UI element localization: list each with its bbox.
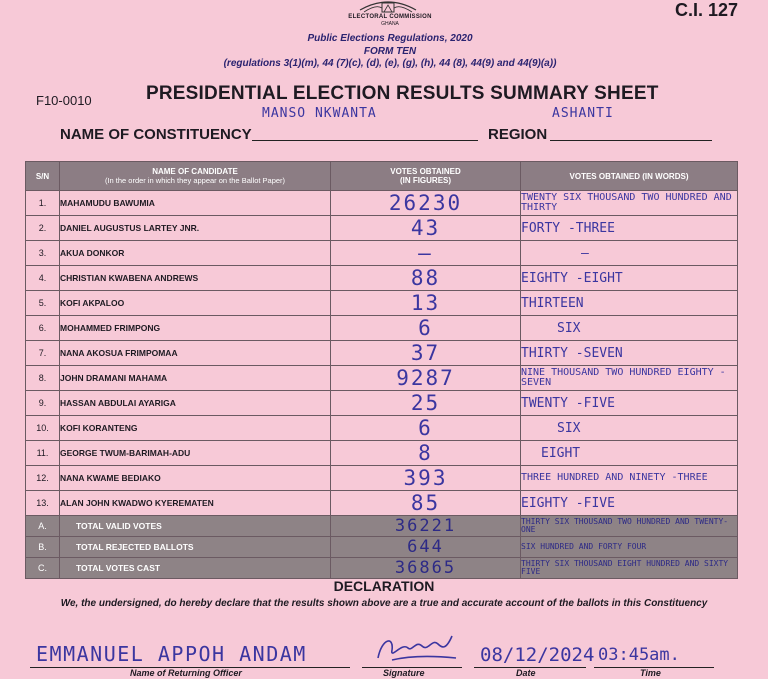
summary-row-rejected <box>26 537 738 558</box>
votes-words[interactable]: SIX <box>521 316 738 341</box>
row-sn: 2. <box>26 216 60 241</box>
votes-figures[interactable]: 644 <box>331 537 521 558</box>
table-row <box>26 366 738 391</box>
candidate-name: KOFI KORANTENG <box>60 416 331 441</box>
date-caption: Date <box>516 668 536 678</box>
candidate-name: HASSAN ABDULAI AYARIGA <box>60 391 331 416</box>
form-reference: C.I. 127 <box>674 0 738 20</box>
candidate-name: NANA KWAME BEDIAKO <box>60 466 331 491</box>
date-value[interactable]: 08/12/2024 <box>480 644 595 666</box>
header-sn: S/N <box>26 162 60 191</box>
row-sn: 8. <box>26 366 60 391</box>
votes-words[interactable]: EIGHTY -FIVE <box>521 491 738 516</box>
declaration-title: DECLARATION <box>333 578 435 594</box>
officer-caption: Name of Returning Officer <box>130 668 242 678</box>
votes-figures[interactable]: 88 <box>331 266 521 291</box>
constituency-value[interactable]: MANSO NKWANTA <box>262 106 377 121</box>
regulations-title: Public Elections Regulations, 2020 <box>307 33 473 44</box>
row-sn: 1. <box>26 191 60 216</box>
summary-label: TOTAL VALID VOTES <box>60 516 331 537</box>
constituency-label: NAME OF CONSTITUENCY <box>60 126 252 143</box>
votes-figures[interactable]: 13 <box>331 291 521 316</box>
votes-figures[interactable]: 9287 <box>331 366 521 391</box>
votes-words[interactable]: THIRTY SIX THOUSAND TWO HUNDRED AND TWENTY-ONE <box>521 516 738 537</box>
time-value[interactable]: 03:45am. <box>598 645 680 665</box>
votes-words[interactable]: TWENTY -FIVE <box>521 391 738 416</box>
constituency-line <box>252 140 478 141</box>
votes-figures[interactable]: 6 <box>331 316 521 341</box>
votes-figures[interactable]: 36865 <box>331 558 521 579</box>
results-table <box>25 161 738 579</box>
table-row <box>26 416 738 441</box>
votes-words[interactable]: EIGHT <box>521 441 738 466</box>
summary-row-valid <box>26 516 738 537</box>
row-sn: 13. <box>26 491 60 516</box>
votes-figures[interactable]: — <box>331 241 521 266</box>
commission-name: ELECTORAL COMMISSION <box>348 14 432 20</box>
country-name: GHANA <box>381 21 399 27</box>
table-row <box>26 216 738 241</box>
votes-words[interactable]: SIX HUNDRED AND FORTY FOUR <box>521 537 738 558</box>
header-figures <box>331 162 521 191</box>
candidate-name: MAHAMUDU BAWUMIA <box>60 191 331 216</box>
candidate-name: MOHAMMED FRIMPONG <box>60 316 331 341</box>
table-header-row <box>26 162 738 191</box>
candidate-name: AKUA DONKOR <box>60 241 331 266</box>
votes-figures[interactable]: 36221 <box>331 516 521 537</box>
votes-figures[interactable]: 6 <box>331 416 521 441</box>
votes-figures[interactable]: 8 <box>331 441 521 466</box>
table-row <box>26 291 738 316</box>
header-figures-label: VOTES OBTAINED <box>390 167 461 176</box>
votes-words[interactable]: — <box>521 241 738 266</box>
candidate-name: ALAN JOHN KWADWO KYEREMATEN <box>60 491 331 516</box>
row-sn: 6. <box>26 316 60 341</box>
row-sn: 4. <box>26 266 60 291</box>
regulations-block <box>150 33 630 71</box>
table-row <box>26 466 738 491</box>
summary-label: TOTAL REJECTED BALLOTS <box>60 537 331 558</box>
candidate-name: GEORGE TWUM-BARIMAH-ADU <box>60 441 331 466</box>
row-sn: 3. <box>26 241 60 266</box>
row-sn: 10. <box>26 416 60 441</box>
header-candidate-sub: (In the order in which they appear on the Ballot Paper) <box>104 176 286 185</box>
form-code: F10-0010 <box>36 93 92 108</box>
sheet-title: PRESIDENTIAL ELECTION RESULTS SUMMARY SHEET <box>146 83 659 104</box>
table-row <box>26 266 738 291</box>
region-label: REGION <box>488 126 548 143</box>
form-name: FORM TEN <box>363 45 417 57</box>
candidate-name: KOFI AKPALOO <box>60 291 331 316</box>
table-row <box>26 391 738 416</box>
table-row <box>26 316 738 341</box>
signature-image <box>372 630 464 668</box>
votes-words[interactable]: THIRTY -SEVEN <box>521 341 738 366</box>
row-sn: 11. <box>26 441 60 466</box>
region-line <box>550 140 712 141</box>
votes-figures[interactable]: 43 <box>331 216 521 241</box>
table-row <box>26 491 738 516</box>
votes-words[interactable]: SIX <box>521 416 738 441</box>
row-sn: C. <box>26 558 60 579</box>
time-caption: Time <box>640 668 661 678</box>
votes-words[interactable]: TWENTY SIX THOUSAND TWO HUNDRED AND THIRTY <box>521 191 738 216</box>
votes-figures[interactable]: 85 <box>331 491 521 516</box>
votes-figures[interactable]: 25 <box>331 391 521 416</box>
votes-figures[interactable]: 393 <box>331 466 521 491</box>
header-words: VOTES OBTAINED (IN WORDS) <box>521 162 738 191</box>
votes-words[interactable]: FORTY -THREE <box>521 216 738 241</box>
row-sn: A. <box>26 516 60 537</box>
regulations-ref: (regulations 3(1)(m), 44 (7)(c), (d), (e), (g), (h), 44 (8), 44(9) and 44(9)(a)) <box>223 58 557 69</box>
table-row <box>26 341 738 366</box>
header-figures-sub: (IN FIGURES) <box>399 176 452 185</box>
row-sn: 9. <box>26 391 60 416</box>
table-row <box>26 191 738 216</box>
votes-words[interactable]: EIGHTY -EIGHT <box>521 266 738 291</box>
votes-words[interactable]: THREE HUNDRED AND NINETY -THREE <box>521 466 738 491</box>
row-sn: 7. <box>26 341 60 366</box>
row-sn: B. <box>26 537 60 558</box>
votes-words[interactable]: THIRTEEN <box>521 291 738 316</box>
votes-figures[interactable]: 37 <box>331 341 521 366</box>
table-row <box>26 441 738 466</box>
candidate-name: NANA AKOSUA FRIMPOMAA <box>60 341 331 366</box>
candidate-name: CHRISTIAN KWABENA ANDREWS <box>60 266 331 291</box>
votes-figures[interactable]: 26230 <box>331 191 521 216</box>
row-sn: 12. <box>26 466 60 491</box>
votes-words[interactable]: NINE THOUSAND TWO HUNDRED EIGHTY -SEVEN <box>521 366 738 391</box>
candidate-name: JOHN DRAMANI MAHAMA <box>60 366 331 391</box>
returning-officer-name[interactable]: EMMANUEL APPOH ANDAM <box>36 642 307 666</box>
declaration-text: We, the undersigned, do hereby declare that the results shown above are a true and accurate account of the ballots in this Constituency <box>60 598 708 609</box>
signature-caption: Signature <box>383 668 425 678</box>
table-row <box>26 241 738 266</box>
summary-label: TOTAL VOTES CAST <box>60 558 331 579</box>
header-candidate-label: NAME OF CANDIDATE <box>152 167 238 176</box>
summary-row-cast <box>26 558 738 579</box>
candidate-name: DANIEL AUGUSTUS LARTEY JNR. <box>60 216 331 241</box>
row-sn: 5. <box>26 291 60 316</box>
header-candidate <box>60 162 331 191</box>
votes-words[interactable]: THIRTY SIX THOUSAND EIGHT HUNDRED AND SIXTY FIVE <box>521 558 738 579</box>
region-value[interactable]: ASHANTI <box>552 106 614 121</box>
